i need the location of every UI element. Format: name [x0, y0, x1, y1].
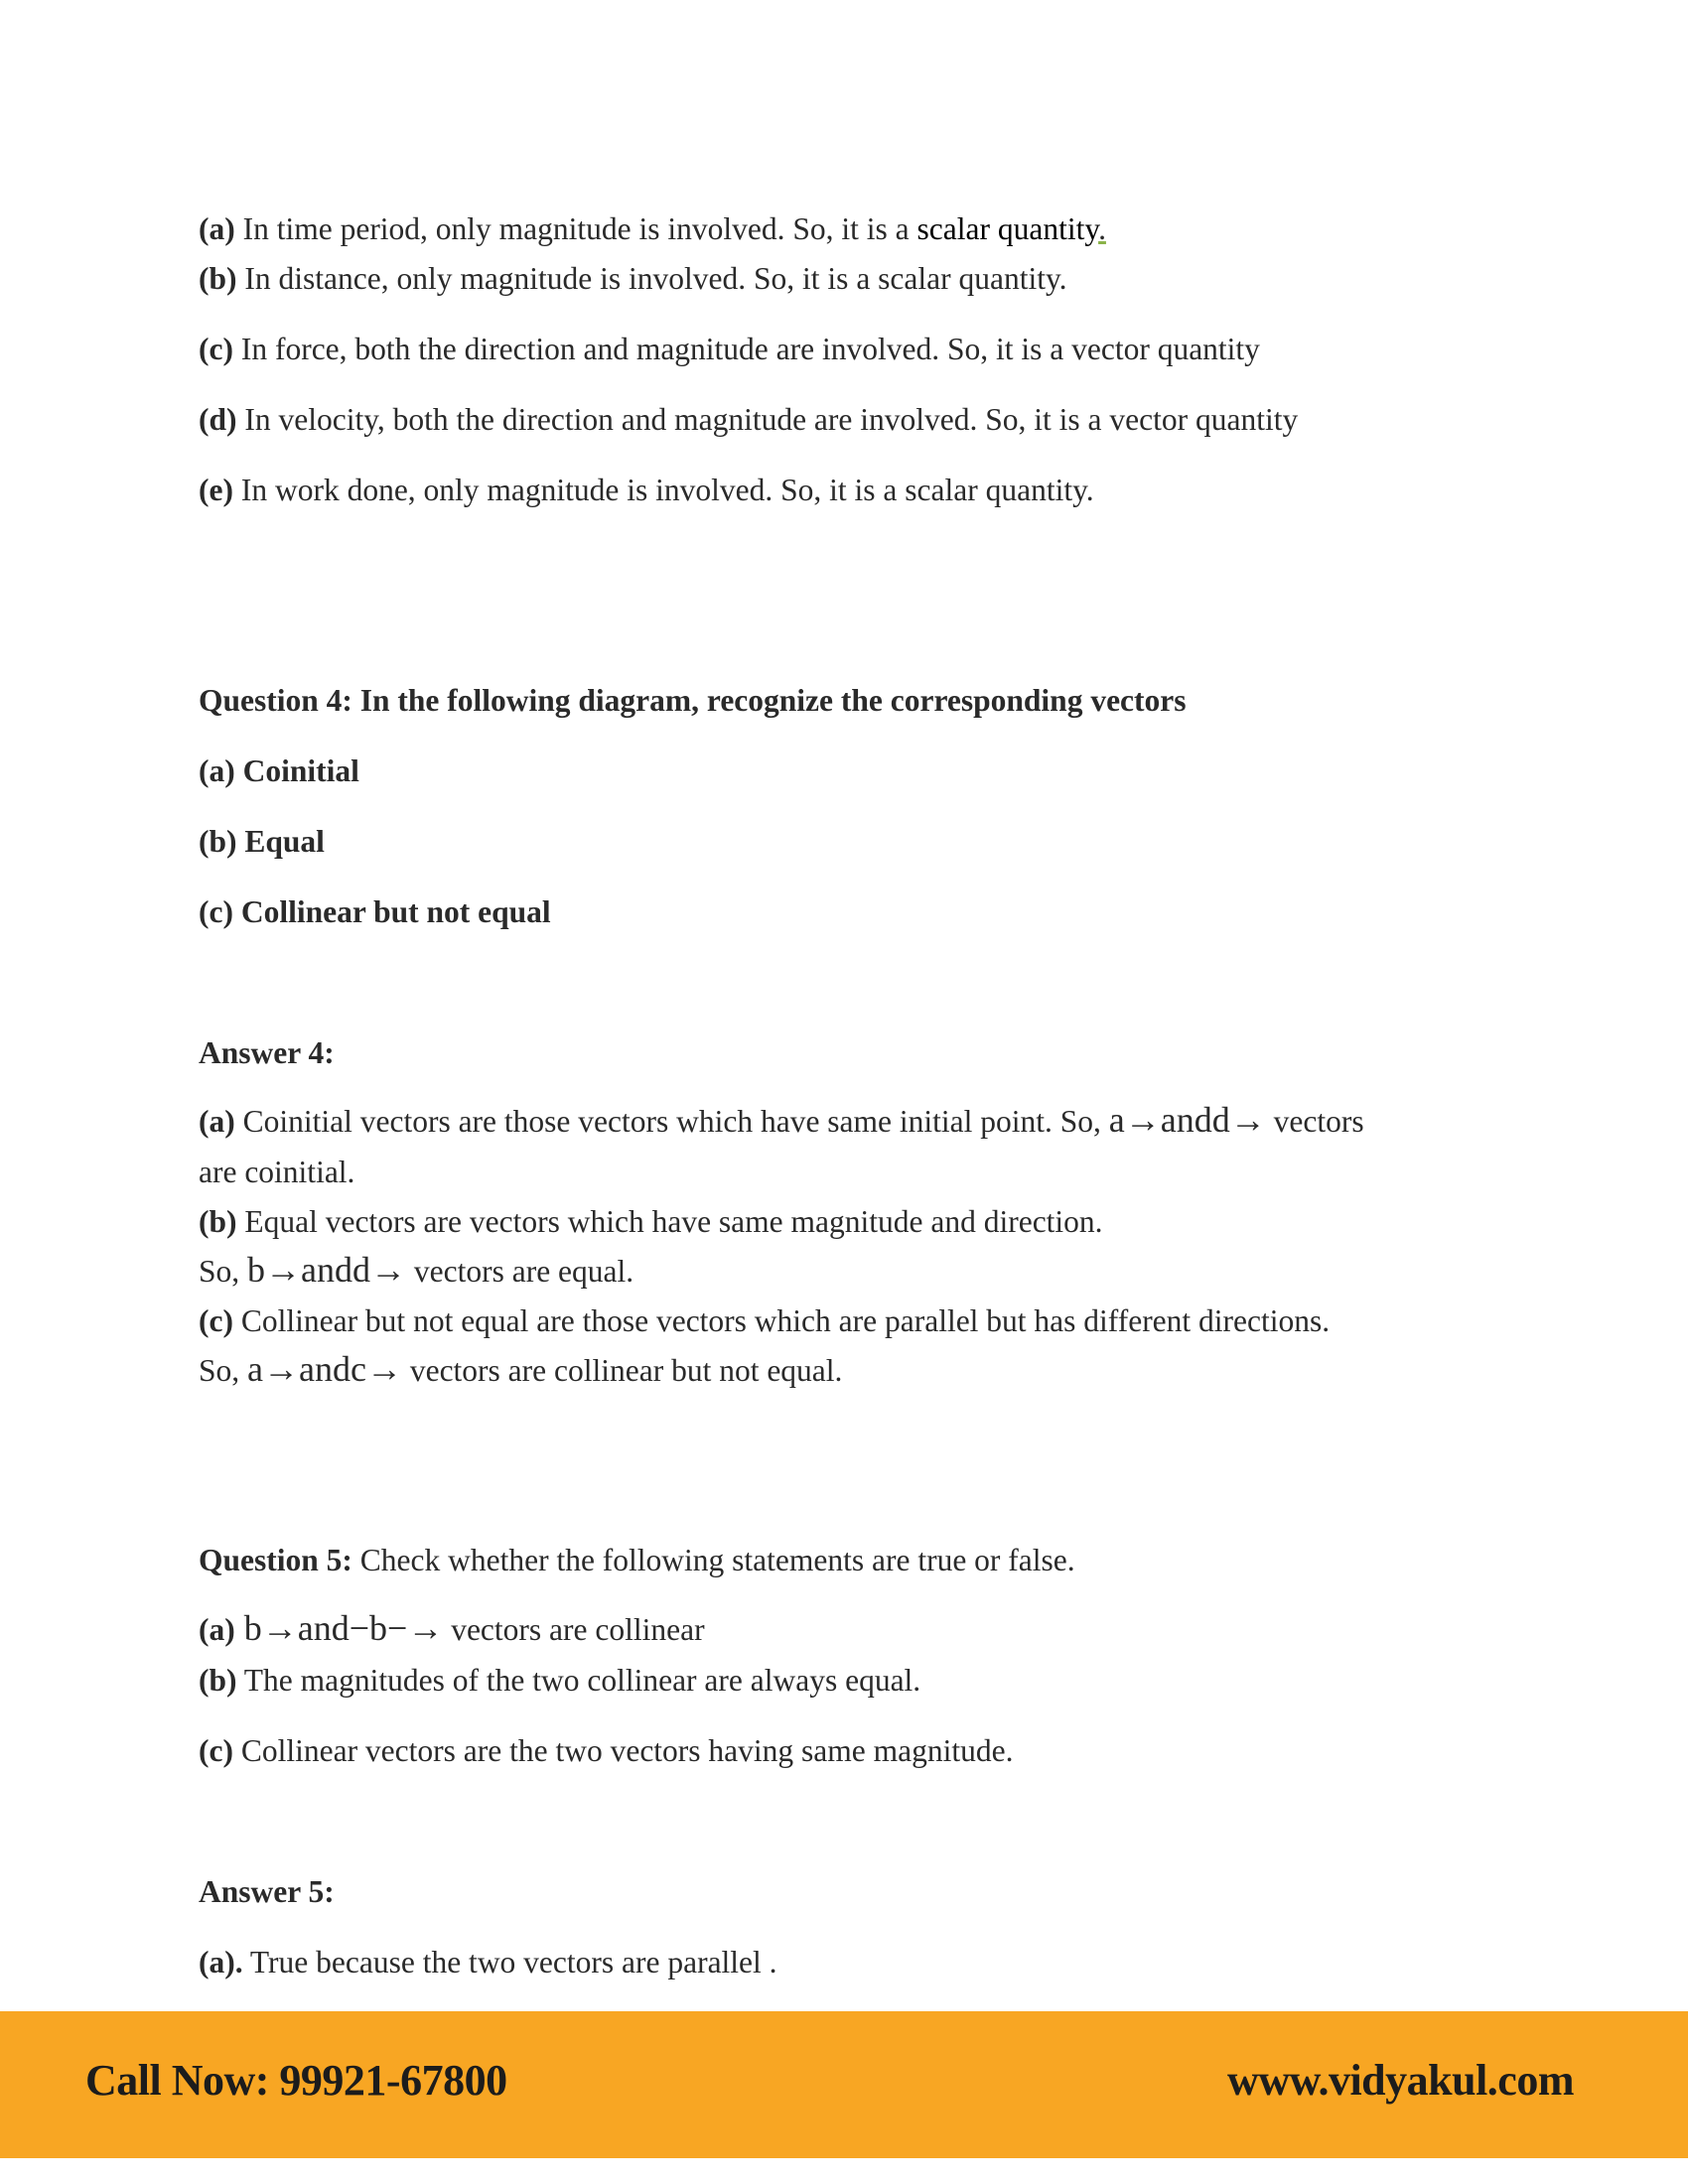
item-end: .: [1098, 211, 1106, 246]
vector-expression: a→andd→: [1108, 1100, 1266, 1140]
item-label: (d): [199, 402, 237, 437]
website-link[interactable]: www.vidyakul.com: [1227, 2056, 1574, 2105]
item-text: In time period, only magnitude is involved. So, it is a: [234, 211, 917, 246]
answer3-item-e: [199, 471, 1094, 510]
item-tail: vectors are collinear but not equal.: [401, 1353, 843, 1388]
question4-option-b: (b) Equal: [199, 824, 325, 859]
question5-title: [199, 1541, 1075, 1580]
item-text: True because the two vectors are parallel .: [242, 1945, 777, 1979]
answer4-item-a-cont: are coinitial.: [199, 1155, 355, 1189]
question4-option-c: (c) Collinear but not equal: [199, 894, 551, 929]
item-label: (a).: [199, 1945, 243, 1979]
answer3-item-c: [199, 330, 1260, 369]
item-label: (a): [199, 1104, 235, 1139]
answer4-title: Answer 4:: [199, 1035, 335, 1070]
item-pre: So,: [199, 1254, 248, 1289]
answer4-item-b-cont: [199, 1250, 633, 1292]
answer4-item-b: [199, 1202, 1103, 1242]
item-text: Coinitial vectors are those vectors which have same initial point. So,: [234, 1104, 1109, 1139]
question-text: Check whether the following statements are true or false.: [352, 1543, 1075, 1577]
item-label: (b): [199, 1663, 237, 1698]
answer3-item-d: [199, 400, 1298, 440]
question4-title: Question 4: In the following diagram, recognize the corresponding vectors: [199, 683, 1187, 718]
question5-item-b: [199, 1661, 920, 1701]
item-label: (a): [199, 1612, 235, 1647]
vector-expression: b→and−b−→: [234, 1608, 444, 1648]
answer5-item-a: [199, 1943, 777, 1982]
item-text: Collinear vectors are the two vectors having same magnitude.: [232, 1733, 1014, 1768]
question5-item-a: [199, 1608, 705, 1650]
item-label: (c): [199, 1303, 233, 1338]
answer4-item-c: [199, 1301, 1330, 1341]
item-label: (b): [199, 1204, 237, 1239]
item-text: In work done, only magnitude is involved. So, it is a scalar quantity.: [232, 473, 1094, 507]
item-label: (c): [199, 1733, 233, 1768]
answer4-item-c-cont: [199, 1349, 842, 1391]
answer5-title: Answer 5:: [199, 1874, 335, 1909]
item-tail: vectors: [1265, 1104, 1364, 1139]
item-text: In force, both the direction and magnitude are involved. So, it is a vector quantity: [232, 332, 1260, 366]
footer-banner: [0, 2011, 1688, 2158]
answer4-item-a: [199, 1100, 1364, 1142]
item-text: The magnitudes of the two collinear are always equal.: [236, 1663, 921, 1698]
item-tail: vectors are collinear: [443, 1612, 705, 1647]
call-now-phone[interactable]: Call Now: 99921-67800: [85, 2056, 507, 2105]
question4-option-a: (a) Coinitial: [199, 753, 359, 788]
item-text: In velocity, both the direction and magnitude are involved. So, it is a vector quantity: [236, 402, 1299, 437]
question5-item-c: [199, 1731, 1013, 1771]
item-label: (b): [199, 261, 237, 296]
item-text: Collinear but not equal are those vectors which are parallel but has different directions.: [232, 1303, 1331, 1338]
item-text: Equal vectors are vectors which have same magnitude and direction.: [236, 1204, 1103, 1239]
question-label: Question 5:: [199, 1543, 352, 1577]
vector-expression: b→andd→: [247, 1250, 407, 1290]
vector-expression: a→andc→: [247, 1349, 402, 1389]
scalar-quantity-term: scalar quantity: [916, 211, 1099, 246]
answer3-item-a: [199, 209, 1106, 249]
answer3-item-b: [199, 259, 1067, 299]
item-label: (c): [199, 332, 233, 366]
item-pre: So,: [199, 1353, 248, 1388]
item-text: In distance, only magnitude is involved. So, it is a scalar quantity.: [236, 261, 1067, 296]
item-label: (e): [199, 473, 233, 507]
item-tail: vectors are equal.: [406, 1254, 634, 1289]
item-label: (a): [199, 211, 235, 246]
